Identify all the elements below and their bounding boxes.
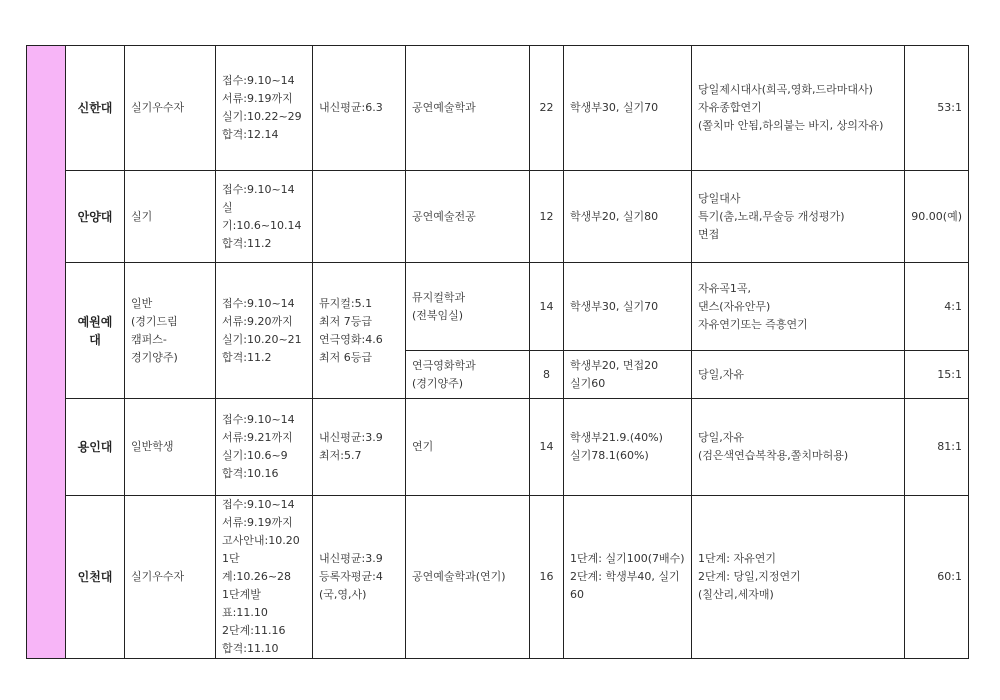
quota-cell: 16 bbox=[530, 496, 564, 659]
university-name: 용인대 bbox=[66, 399, 125, 496]
score-ratio-cell: 학생부30, 실기70 bbox=[564, 263, 692, 351]
admission-type: 실기 bbox=[125, 171, 216, 263]
grade-criteria-cell bbox=[313, 171, 406, 263]
practical-exam-cell: 당일대사 특기(춤,노래,무술등 개성평가) 면접 bbox=[692, 171, 905, 263]
practical-exam-cell: 당일,자유 (검은색연습복착용,쫄치마허용) bbox=[692, 399, 905, 496]
score-ratio-cell: 학생부20, 면접20 실기60 bbox=[564, 351, 692, 399]
side-color-bar bbox=[27, 46, 66, 659]
competition-rate-cell: 15:1 bbox=[905, 351, 969, 399]
admission-type: 일반학생 bbox=[125, 399, 216, 496]
university-name: 인천대 bbox=[66, 496, 125, 659]
score-ratio-cell: 1단계: 실기100(7배수) 2단계: 학생부40, 실기60 bbox=[564, 496, 692, 659]
table-row bbox=[27, 496, 969, 659]
quota-cell: 8 bbox=[530, 351, 564, 399]
department-cell: 공연예술학과 bbox=[406, 46, 530, 171]
competition-rate-cell: 4:1 bbox=[905, 263, 969, 351]
admission-type: 실기우수자 bbox=[125, 46, 216, 171]
practical-exam-cell: 당일제시대사(희곡,영화,드라마대사) 자유종합연기 (쫄치마 안됨,하의붙는 바지, 상의자유) bbox=[692, 46, 905, 171]
quota-cell: 14 bbox=[530, 399, 564, 496]
practical-exam-cell: 1단계: 자유연기 2단계: 당일,지정연기 (칠산리,세자매) bbox=[692, 496, 905, 659]
table-row bbox=[27, 399, 969, 496]
quota-cell: 22 bbox=[530, 46, 564, 171]
grade-criteria-cell: 내신평균:3.9 최저:5.7 bbox=[313, 399, 406, 496]
department-cell: 공연예술학과(연기) bbox=[406, 496, 530, 659]
grade-criteria-cell: 내신평균:6.3 bbox=[313, 46, 406, 171]
competition-rate-cell: 81:1 bbox=[905, 399, 969, 496]
score-ratio-cell: 학생부30, 실기70 bbox=[564, 46, 692, 171]
department-cell: 공연예술전공 bbox=[406, 171, 530, 263]
practical-exam-cell: 자유곡1곡, 댄스(자유안무) 자유연기또는 즉흥연기 bbox=[692, 263, 905, 351]
practical-exam-cell: 당일,자유 bbox=[692, 351, 905, 399]
competition-rate-cell: 60:1 bbox=[905, 496, 969, 659]
competition-rate-cell: 53:1 bbox=[905, 46, 969, 171]
grade-criteria-cell: 내신평균:3.9 등록자평균:4 (국,영,사) bbox=[313, 496, 406, 659]
department-cell: 연극영화학과 (경기양주) bbox=[406, 351, 530, 399]
schedule-cell: 접수:9.10~14 서류:9.19까지 실기:10.22~29 합격:12.14 bbox=[216, 46, 313, 171]
score-ratio-cell: 학생부21.9.(40%) 실기78.1(60%) bbox=[564, 399, 692, 496]
admission-type: 실기우수자 bbox=[125, 496, 216, 659]
table-row bbox=[27, 263, 969, 351]
schedule-cell: 접수:9.10~14 서류:9.21까지 실기:10.6~9 합격:10.16 bbox=[216, 399, 313, 496]
university-name: 안양대 bbox=[66, 171, 125, 263]
department-cell: 뮤지컬학과 (전북임실) bbox=[406, 263, 530, 351]
quota-cell: 14 bbox=[530, 263, 564, 351]
schedule-cell: 접수:9.10~14 서류:9.19까지 고사안내:10.20 1단계:10.26~28 1단계발표:11.10 2단계:11.16 합격:11.10 bbox=[216, 496, 313, 659]
university-name: 신한대 bbox=[66, 46, 125, 171]
table-row bbox=[27, 46, 969, 171]
university-name: 예원예대 bbox=[66, 263, 125, 399]
schedule-cell: 접수:9.10~14 서류:9.20까지 실기:10.20~21 합격:11.2 bbox=[216, 263, 313, 399]
department-cell: 연기 bbox=[406, 399, 530, 496]
schedule-cell: 접수:9.10~14 실기:10.6~10.14 합격:11.2 bbox=[216, 171, 313, 263]
table-row bbox=[27, 171, 969, 263]
admission-type: 일반 (경기드림 캠퍼스- 경기양주) bbox=[125, 263, 216, 399]
grade-criteria-cell: 뮤지컬:5.1 최저 7등급 연극영화:4.6 최저 6등급 bbox=[313, 263, 406, 399]
score-ratio-cell: 학생부20, 실기80 bbox=[564, 171, 692, 263]
admissions-table bbox=[26, 45, 969, 659]
quota-cell: 12 bbox=[530, 171, 564, 263]
competition-rate-cell: 90.00(예) bbox=[905, 171, 969, 263]
